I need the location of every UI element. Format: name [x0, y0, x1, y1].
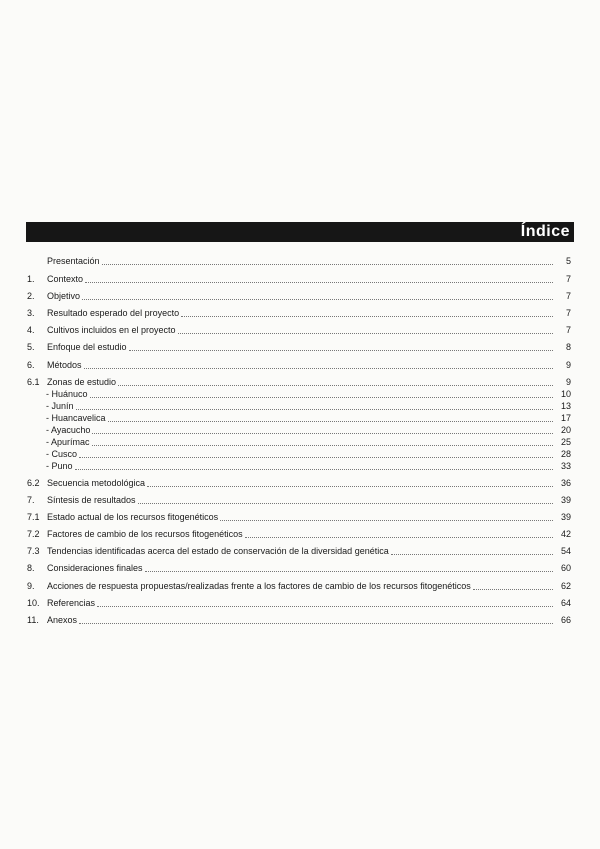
toc-entry-number: 3.: [27, 308, 35, 318]
toc-entry-label: - Ayacucho: [46, 425, 91, 435]
toc-entry-page: 20: [560, 425, 571, 435]
dot-leader: [245, 536, 553, 538]
toc-entry-page: 9: [565, 377, 571, 387]
toc-entry: [27, 526, 571, 540]
toc-entry: [27, 595, 571, 609]
dot-leader: [129, 349, 553, 351]
toc-entry-number: 6.: [27, 360, 35, 370]
toc-entry-label: - Junín: [46, 401, 74, 411]
dot-leader: [181, 315, 553, 317]
toc-entry-page: 9: [565, 360, 571, 370]
toc-entry-number: 6.1: [27, 377, 40, 387]
toc-entry-page: 5: [565, 256, 571, 266]
toc-entry: [27, 612, 571, 626]
toc-entry-page: 39: [560, 495, 571, 505]
toc-entry-number: 6.2: [27, 478, 40, 488]
toc-entry-number: 7.3: [27, 546, 40, 556]
toc-entry: [27, 271, 571, 285]
dot-leader: [391, 553, 553, 555]
toc-entry-label: - Puno: [46, 461, 73, 471]
toc-entry-number: 11.: [27, 615, 39, 625]
toc-entry-page: 25: [560, 437, 571, 447]
toc-entry-page: 7: [565, 308, 571, 318]
toc-entry-label: - Huancavelica: [46, 413, 106, 423]
dot-leader: [178, 332, 553, 334]
toc-entry: [27, 578, 571, 592]
page-title: Índice: [520, 223, 570, 240]
dot-leader: [102, 263, 553, 265]
toc-entry-label: Estado actual de los recursos fitogenéticos: [47, 512, 219, 522]
index-title-bar: [26, 222, 574, 242]
toc-entry: [27, 492, 571, 506]
toc-entry: [27, 560, 571, 574]
toc-entry-label: Cultivos incluidos en el proyecto: [47, 325, 176, 335]
toc-entry-label: Tendencias identificadas acerca del estado de conservación de la diversidad genética: [47, 546, 389, 556]
toc-entry-number: 2.: [27, 291, 35, 301]
toc-entry-number: 8.: [27, 563, 35, 573]
toc-entry-label: Presentación: [47, 256, 100, 266]
toc-entry-page: 36: [560, 478, 571, 488]
toc-entry: [27, 322, 571, 336]
toc-entry: [27, 339, 571, 353]
toc-entry-page: 42: [560, 529, 571, 539]
toc-entry-number: 4.: [27, 325, 35, 335]
dot-leader: [473, 588, 553, 590]
dot-leader: [145, 570, 553, 572]
dot-leader: [138, 502, 553, 504]
toc-entry: [27, 509, 571, 523]
toc-entry-label: Anexos: [47, 615, 78, 625]
toc-entry-label: Contexto: [47, 274, 84, 284]
toc-entry-page: 62: [560, 581, 571, 591]
toc-entry-page: 13: [560, 401, 571, 411]
toc-entry-page: 7: [565, 325, 571, 335]
toc-entry-page: 64: [560, 598, 571, 608]
dot-leader: [85, 281, 553, 283]
toc-entry-page: 39: [560, 512, 571, 522]
toc-entry-page: 33: [560, 461, 571, 471]
toc-entry-label: Acciones de respuesta propuestas/realizadas frente a los factores de cambio de los recursos fitogenéticos: [47, 581, 471, 591]
toc-entry: [27, 475, 571, 489]
dot-leader: [75, 468, 553, 470]
toc-entry: [27, 305, 571, 319]
toc-entry: [27, 543, 571, 557]
toc-entry-page: 10: [560, 389, 571, 399]
dot-leader: [79, 622, 553, 624]
toc-entry-number: 7.1: [27, 512, 40, 522]
toc-entry-number: 10.: [27, 598, 40, 608]
toc-entry: [27, 253, 571, 267]
toc-entry-page: 66: [560, 615, 571, 625]
toc-entry-page: 7: [565, 274, 571, 284]
toc-entry-label: Secuencia metodológica: [47, 478, 146, 488]
toc-entry-label: Resultado esperado del proyecto: [47, 308, 180, 318]
toc-entry-label: Síntesis de resultados: [47, 495, 136, 505]
toc-entry-page: 8: [565, 342, 571, 352]
toc-entry: [27, 458, 571, 472]
toc-entry-label: - Apurímac: [46, 437, 90, 447]
dot-leader: [220, 519, 553, 521]
toc-entry-label: Enfoque del estudio: [47, 342, 127, 352]
dot-leader: [97, 605, 553, 607]
toc-entry-label: - Cusco: [46, 449, 78, 459]
toc-entry: [27, 357, 571, 371]
toc-entry-page: 54: [560, 546, 571, 556]
toc-entry-label: Zonas de estudio: [47, 377, 117, 387]
toc-entry-label: Métodos: [47, 360, 82, 370]
toc-entry-label: Referencias: [47, 598, 96, 608]
toc-entry-label: - Huánuco: [46, 389, 88, 399]
toc-entry-number: 7.2: [27, 529, 40, 539]
dot-leader: [82, 298, 553, 300]
toc-entry-number: 9.: [27, 581, 35, 591]
toc-entry-page: 7: [565, 291, 571, 301]
toc-entry-label: Objetivo: [47, 291, 81, 301]
toc-entry-page: 17: [560, 413, 571, 423]
toc-entry-number: 7.: [27, 495, 35, 505]
dot-leader: [84, 367, 553, 369]
toc-entry-number: 5.: [27, 342, 35, 352]
toc-entry-page: 28: [560, 449, 571, 459]
dot-leader: [147, 485, 553, 487]
toc-entry-label: Factores de cambio de los recursos fitogenéticos: [47, 529, 243, 539]
toc-entry-page: 60: [560, 563, 571, 573]
toc-entry: [27, 288, 571, 302]
toc-entry-label: Consideraciones finales: [47, 563, 143, 573]
toc-entry-number: 1.: [27, 274, 35, 284]
